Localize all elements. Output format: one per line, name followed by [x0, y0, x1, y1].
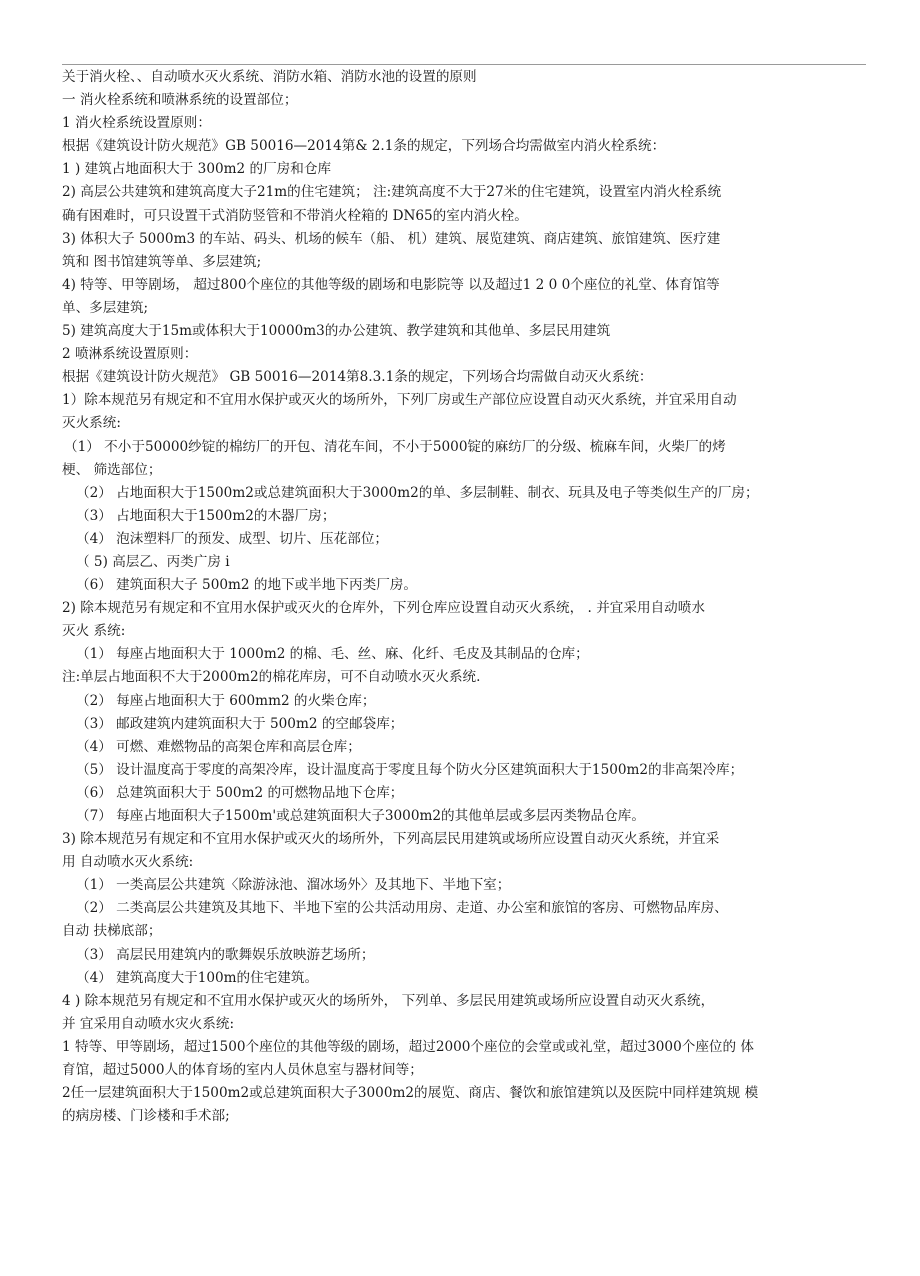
text-line: 1 特等、甲等剧场，超过1500个座位的其他等级的剧场，超过2000个座位的会堂或或礼堂，超过3000个座位的 体 — [62, 1038, 755, 1055]
text-line: 2) 高层公共建筑和建筑高度大子21m的住宅建筑； 注:建筑高度不大于27米的住宅建筑，设置室内消火栓系统 — [62, 184, 722, 201]
text-line: 确有困难时，可只设置干式消防竖管和不带消火栓箱的 DN65的室内消火栓。 — [62, 207, 528, 224]
document-title: 关于消火栓、、自动喷水灭火系统、消防水箱、消防水池的设置的原则 — [62, 69, 477, 85]
text-line: 1 消火栓系统设置原则： — [62, 115, 211, 132]
text-line: 注:单层占地面积不大于2000m2的棉花库房，可不自动喷水灭火系统. — [62, 669, 481, 686]
text-line: （2） 每座占地面积大于 600mm2 的火柴仓库； — [76, 692, 376, 709]
text-line: 3) 体积大子 5000m3 的车站、码头、机场的候车（船、 机）建筑、展览建筑、商店建筑、旅馆建筑、医疗建 — [62, 230, 721, 247]
text-line: 3) 除本规范另有规定和不宜用水保护或灭火的场所外，下列高层民用建筑或场所应设置自动灭火系统，并宜采 — [62, 831, 720, 848]
text-line: 2 喷淋系统设置原则： — [62, 346, 198, 363]
text-line: （2） 二类高层公共建筑及其地下、半地下室的公共活动用房、走道、办公室和旅馆的客房、可燃物品库房、 — [76, 900, 728, 917]
text-line: 根据《建筑设计防火规范》GB 50016—2014第& 2.1条的规定，下列场合均需做室内消火栓系统： — [62, 138, 666, 155]
text-line: （6） 建筑面积大子 500m2 的地下或半地下丙类厂房。 — [76, 577, 417, 594]
document-body — [62, 66, 866, 1128]
text-line: 4 ) 除本规范另有规定和不宜用水保护或灭火的场所外， 下列单、多层民用建筑或场所应设置自动灭火系统， — [62, 992, 715, 1009]
text-line: 梗、 筛选部位； — [62, 461, 162, 478]
text-line: 5) 建筑高度大于15m或体积大于10000m3的办公建筑、教学建筑和其他单、多层民用建筑 — [62, 323, 611, 340]
text-line: （2） 占地面积大于1500m2或总建筑面积大于3000m2的单、多层制鞋、制衣、玩具及电子等类似生产的厂房； — [76, 484, 759, 501]
text-line: 筑和 图书馆建筑等单、多层建筑; — [62, 253, 262, 270]
text-line: （1） 一类高层公共建筑〈除游泳池、溜冰场外〉及其地下、半地下室； — [76, 877, 511, 894]
text-line: （1） 不小于50000纱锭的棉纺厂的开包、清花车间，不小于5000锭的麻纺厂的分级、梳麻车间，火柴厂的烤 — [64, 438, 726, 455]
text-line: （3） 高层民用建筑内的歌舞娱乐放映游艺场所； — [76, 946, 375, 963]
text-line: 根据《建筑设计防火规范》 GB 50016—2014第8.3.1条的规定，下列场合均需做自动灭火系统： — [62, 369, 653, 386]
text-line: 用 自动喷水灭火系统: — [62, 854, 194, 871]
text-line: 2任一层建筑面积大于1500m2或总建筑面积大子3000m2的展览、商店、餐饮和旅馆建筑以及医院中同样建筑规 模 — [62, 1085, 759, 1102]
text-line: （4） 泡沫塑料厂的预发、成型、切片、压花部位； — [76, 530, 389, 547]
text-line: 1）除本规范另有规定和不宜用水保护或灭火的场所外，下列厂房或生产部位应设置自动灭火系统，并宜采用自动 — [62, 392, 737, 409]
text-line: （6） 总建筑面积大于 500m2 的可燃物品地下仓库； — [76, 784, 404, 801]
text-line: 自动 扶梯底部； — [62, 923, 162, 940]
text-line: （4） 建筑高度大于100m的住宅建筑。 — [76, 969, 319, 986]
text-line: 一 消火栓系统和喷淋系统的设置部位； — [62, 92, 298, 109]
text-line: 2) 除本规范另有规定和不宜用水保护或灭火的仓库外，下列仓库应设置自动灭火系统， . 并宜采用自动喷水 — [62, 600, 705, 617]
text-line: 1 ) 建筑占地面积大于 300m2 的厂房和仓库 — [62, 161, 332, 178]
document-lines — [62, 89, 866, 1128]
text-line: 单、多层建筑; — [62, 299, 149, 316]
text-line: 灭火系统: — [62, 415, 121, 432]
text-line: （3） 邮政建筑内建筑面积大于 500m2 的空邮袋库； — [76, 715, 404, 732]
text-line: （1） 每座占地面积大于 1000m2 的棉、毛、丝、麻、化纤、毛皮及其制品的仓库； — [76, 646, 589, 663]
text-line: 育馆，超过5000人的体育场的室内人员休息室与器材间等； — [62, 1062, 423, 1079]
header-rule — [62, 64, 866, 65]
text-line: （5） 设计温度高于零度的高架冷库，设计温度高于零度且每个防火分区建筑面积大于1500m2的非高架冷库； — [76, 761, 744, 778]
text-line: 灭火 系统: — [62, 623, 126, 640]
text-line: 的病房楼、门诊楼和手术部; — [62, 1108, 230, 1125]
text-line: （4） 可燃、难燃物品的高架仓库和高层仓库； — [76, 738, 361, 755]
text-line: （7） 每座占地面积大子1500m'或总建筑面积大子3000m2的其他单层或多层丙类物品仓库。 — [76, 808, 645, 824]
text-line: 4) 特等、甲等剧场， 超过800个座位的其他等级的剧场和电影院等 以及超过1 2 0 0个座位的礼堂、体育馆等 — [62, 276, 720, 293]
text-line: 并 宜采用自动喷水灾火系统: — [62, 1015, 235, 1032]
text-line: （ 5) 高层乙、丙类广房 i — [76, 553, 230, 570]
text-line: （3） 占地面积大于1500m2的木器厂房； — [76, 507, 336, 524]
